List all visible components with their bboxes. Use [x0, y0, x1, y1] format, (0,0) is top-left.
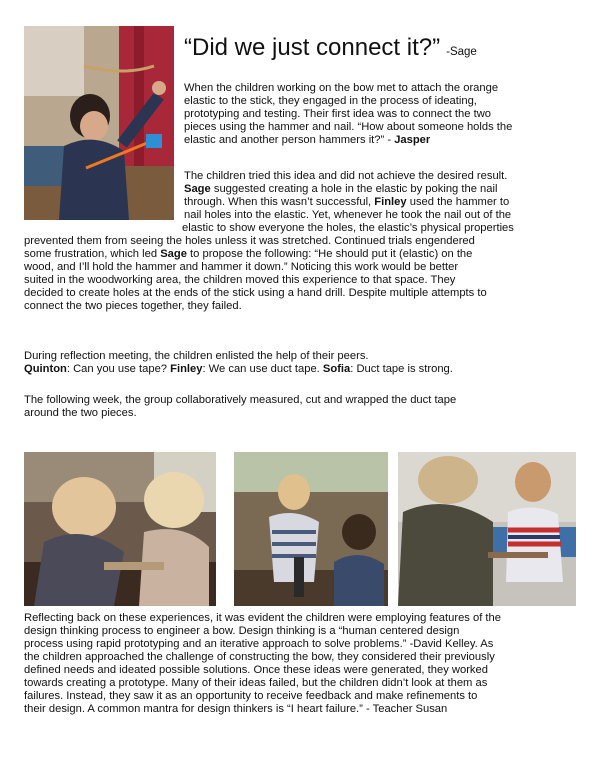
- text-fragment: to propose the following: “He should put it (elastic) on the: [186, 248, 473, 260]
- photo-children-with-bow-pieces: [398, 452, 576, 606]
- text-line: During reflection meeting, the children enlisted the help of their peers.: [24, 350, 369, 362]
- child-name: Finley: [374, 196, 407, 208]
- text-fragment: : Can you use tape?: [66, 363, 168, 375]
- paragraph-2-bottom: [24, 222, 514, 313]
- text-line: nail holes into the elastic. Yet, whenever he took the nail out of the: [184, 209, 512, 221]
- speaker-name: Jasper: [394, 134, 431, 146]
- photo-child-with-bow: [24, 26, 174, 220]
- text-fragment: some frustration, which led: [24, 248, 158, 260]
- photo-child-at-workbench: [234, 452, 388, 606]
- text-line: defined needs and ideated possible solutions. Once these ideas were generated, they worked: [24, 664, 488, 676]
- text-line: decided to create holes at the ends of the stick using a hand drill. Despite multiple attempts to: [24, 287, 487, 299]
- text-fragment: elastic to show everyone the holes, the elastic’s physical properties: [182, 222, 514, 234]
- text-line: [24, 222, 514, 235]
- child-name: Sofia: [322, 363, 351, 375]
- text-line: their design. A common mantra for design thinkers is “I heart failure.” - Teacher Susan: [24, 703, 448, 715]
- text-line: the children approached the challenge of constructing the bow, they considered their previously: [24, 651, 495, 663]
- text-line: [24, 248, 514, 261]
- text-line: around the two pieces.: [24, 407, 137, 419]
- child-name: Quinton: [24, 363, 67, 375]
- text-fragment: used the hammer to: [406, 196, 510, 208]
- text-line: suited in the woodworking area, the children moved this experience to that space. They: [24, 274, 456, 286]
- text-line: failures. Instead, they saw it as an opportunity to receive feedback and make refinements to: [24, 690, 478, 702]
- text-line: The following week, the group collaboratively measured, cut and wrapped the duct tape: [24, 394, 457, 406]
- child-name: Sage: [184, 183, 211, 195]
- paragraph-4: [24, 394, 456, 420]
- text-fragment: : Duct tape is strong.: [350, 363, 453, 375]
- text-line: design thinking process to engineer a bow. Design thinking is a “human centered design: [24, 625, 460, 637]
- text-line: wood, and I’ll hold the hammer and hammer it down.” Noticing this work would be better: [24, 261, 459, 273]
- title-quote: “Did we just connect it?”: [184, 34, 441, 61]
- text-line: [184, 183, 511, 196]
- text-line: Reflecting back on these experiences, it was evident the children were employing features of the: [24, 612, 501, 624]
- text-line: elastic to the stick, they engaged in the process of ideating,: [184, 95, 477, 107]
- dialogue-line: [24, 363, 453, 376]
- child-name: Sage: [160, 248, 187, 260]
- text-line: [184, 134, 512, 147]
- paragraph-5: [24, 612, 501, 716]
- text-line: When the children working on the bow met to attach the orange: [184, 82, 499, 94]
- text-fragment: : We can use duct tape.: [202, 363, 320, 375]
- page-title: [184, 34, 477, 62]
- child-name: Finley: [170, 363, 203, 375]
- text-line: [184, 196, 511, 209]
- text-line: connect the two pieces together, they failed.: [24, 300, 242, 312]
- text-line: prototyping and testing. Their first idea was to connect the two: [184, 108, 492, 120]
- text-fragment: suggested creating a hole in the elastic by poking the nail: [210, 183, 498, 195]
- text-line: pieces using the hammer and nail. “How about someone holds the: [184, 121, 513, 133]
- photo-children-wrapping-tape: [24, 452, 216, 606]
- text-line: towards creating a prototype. Many of their ideas failed, but the children didn’t look at them as: [24, 677, 488, 689]
- paragraph-3: [24, 350, 453, 376]
- title-attribution: -Sage: [446, 46, 477, 58]
- text-line: prevented them from seeing the holes unless it was stretched. Continued trials engendered: [24, 235, 475, 247]
- text-fragment: through. When this wasn’t successful,: [184, 196, 372, 208]
- text-line: process using rapid prototyping and an iterative approach to solve problems.” -David Kelley. As: [24, 638, 494, 650]
- text-fragment: elastic and another person hammers it?” -: [184, 134, 392, 146]
- paragraph-1: [184, 82, 512, 147]
- paragraph-2-top: [184, 170, 511, 222]
- text-line: The children tried this idea and did not achieve the desired result.: [184, 170, 508, 182]
